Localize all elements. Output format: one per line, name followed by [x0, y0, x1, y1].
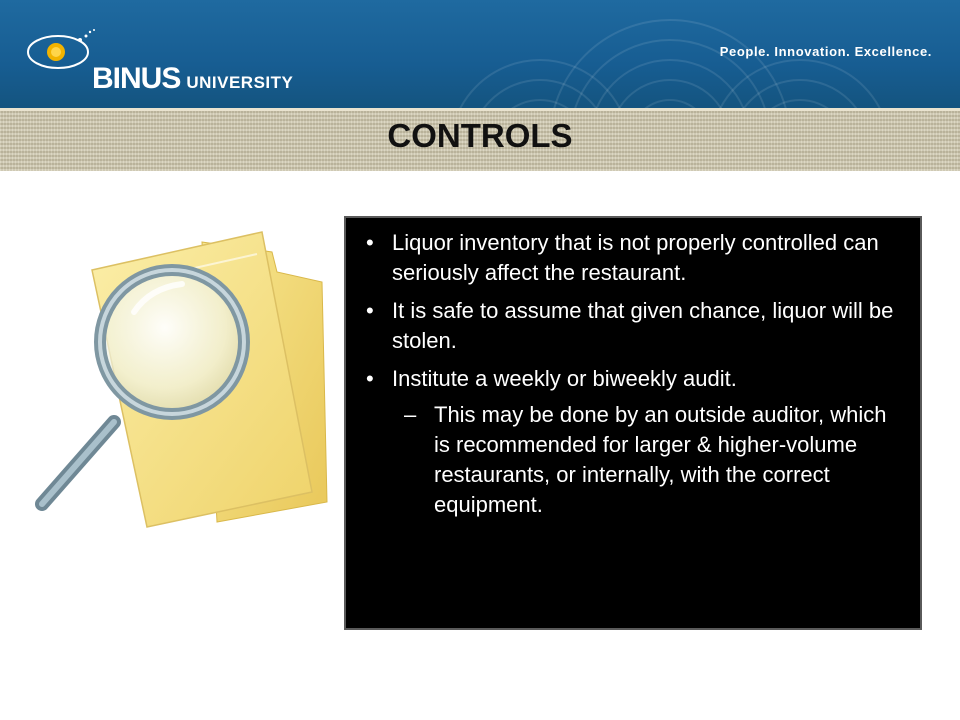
logo-sub-text: UNIVERSITY — [186, 73, 294, 92]
tagline: People. Innovation. Excellence. — [719, 44, 932, 59]
bullet-mark: • — [366, 366, 374, 391]
slide-title: CONTROLS — [387, 117, 573, 154]
bullet-mark: • — [366, 230, 374, 255]
bullet-list — [358, 228, 908, 520]
sub-bullet-item — [358, 400, 908, 520]
bullet-item — [358, 364, 908, 394]
bullet-mark: • — [366, 298, 374, 323]
bullet-text: It is safe to assume that given chance, liquor will be stolen. — [392, 298, 894, 353]
content-box — [344, 216, 922, 630]
folder-magnifier-icon — [22, 222, 352, 542]
binus-logo — [22, 18, 294, 98]
header-bar — [0, 0, 960, 108]
logo-wordmark — [92, 62, 293, 96]
bullet-item — [358, 228, 908, 288]
logo-main-text: BINUS — [92, 62, 181, 95]
bullet-text: Liquor inventory that is not properly controlled can seriously affect the restaurant. — [392, 230, 879, 285]
sub-bullet-mark: – — [404, 402, 417, 427]
bullet-item — [358, 296, 908, 356]
bullet-text: Institute a weekly or biweekly audit. — [392, 366, 737, 391]
sub-bullet-text: This may be done by an outside auditor, which is recommended for larger & higher-volume restaurants, or internally, with the correct equipment. — [434, 402, 887, 517]
